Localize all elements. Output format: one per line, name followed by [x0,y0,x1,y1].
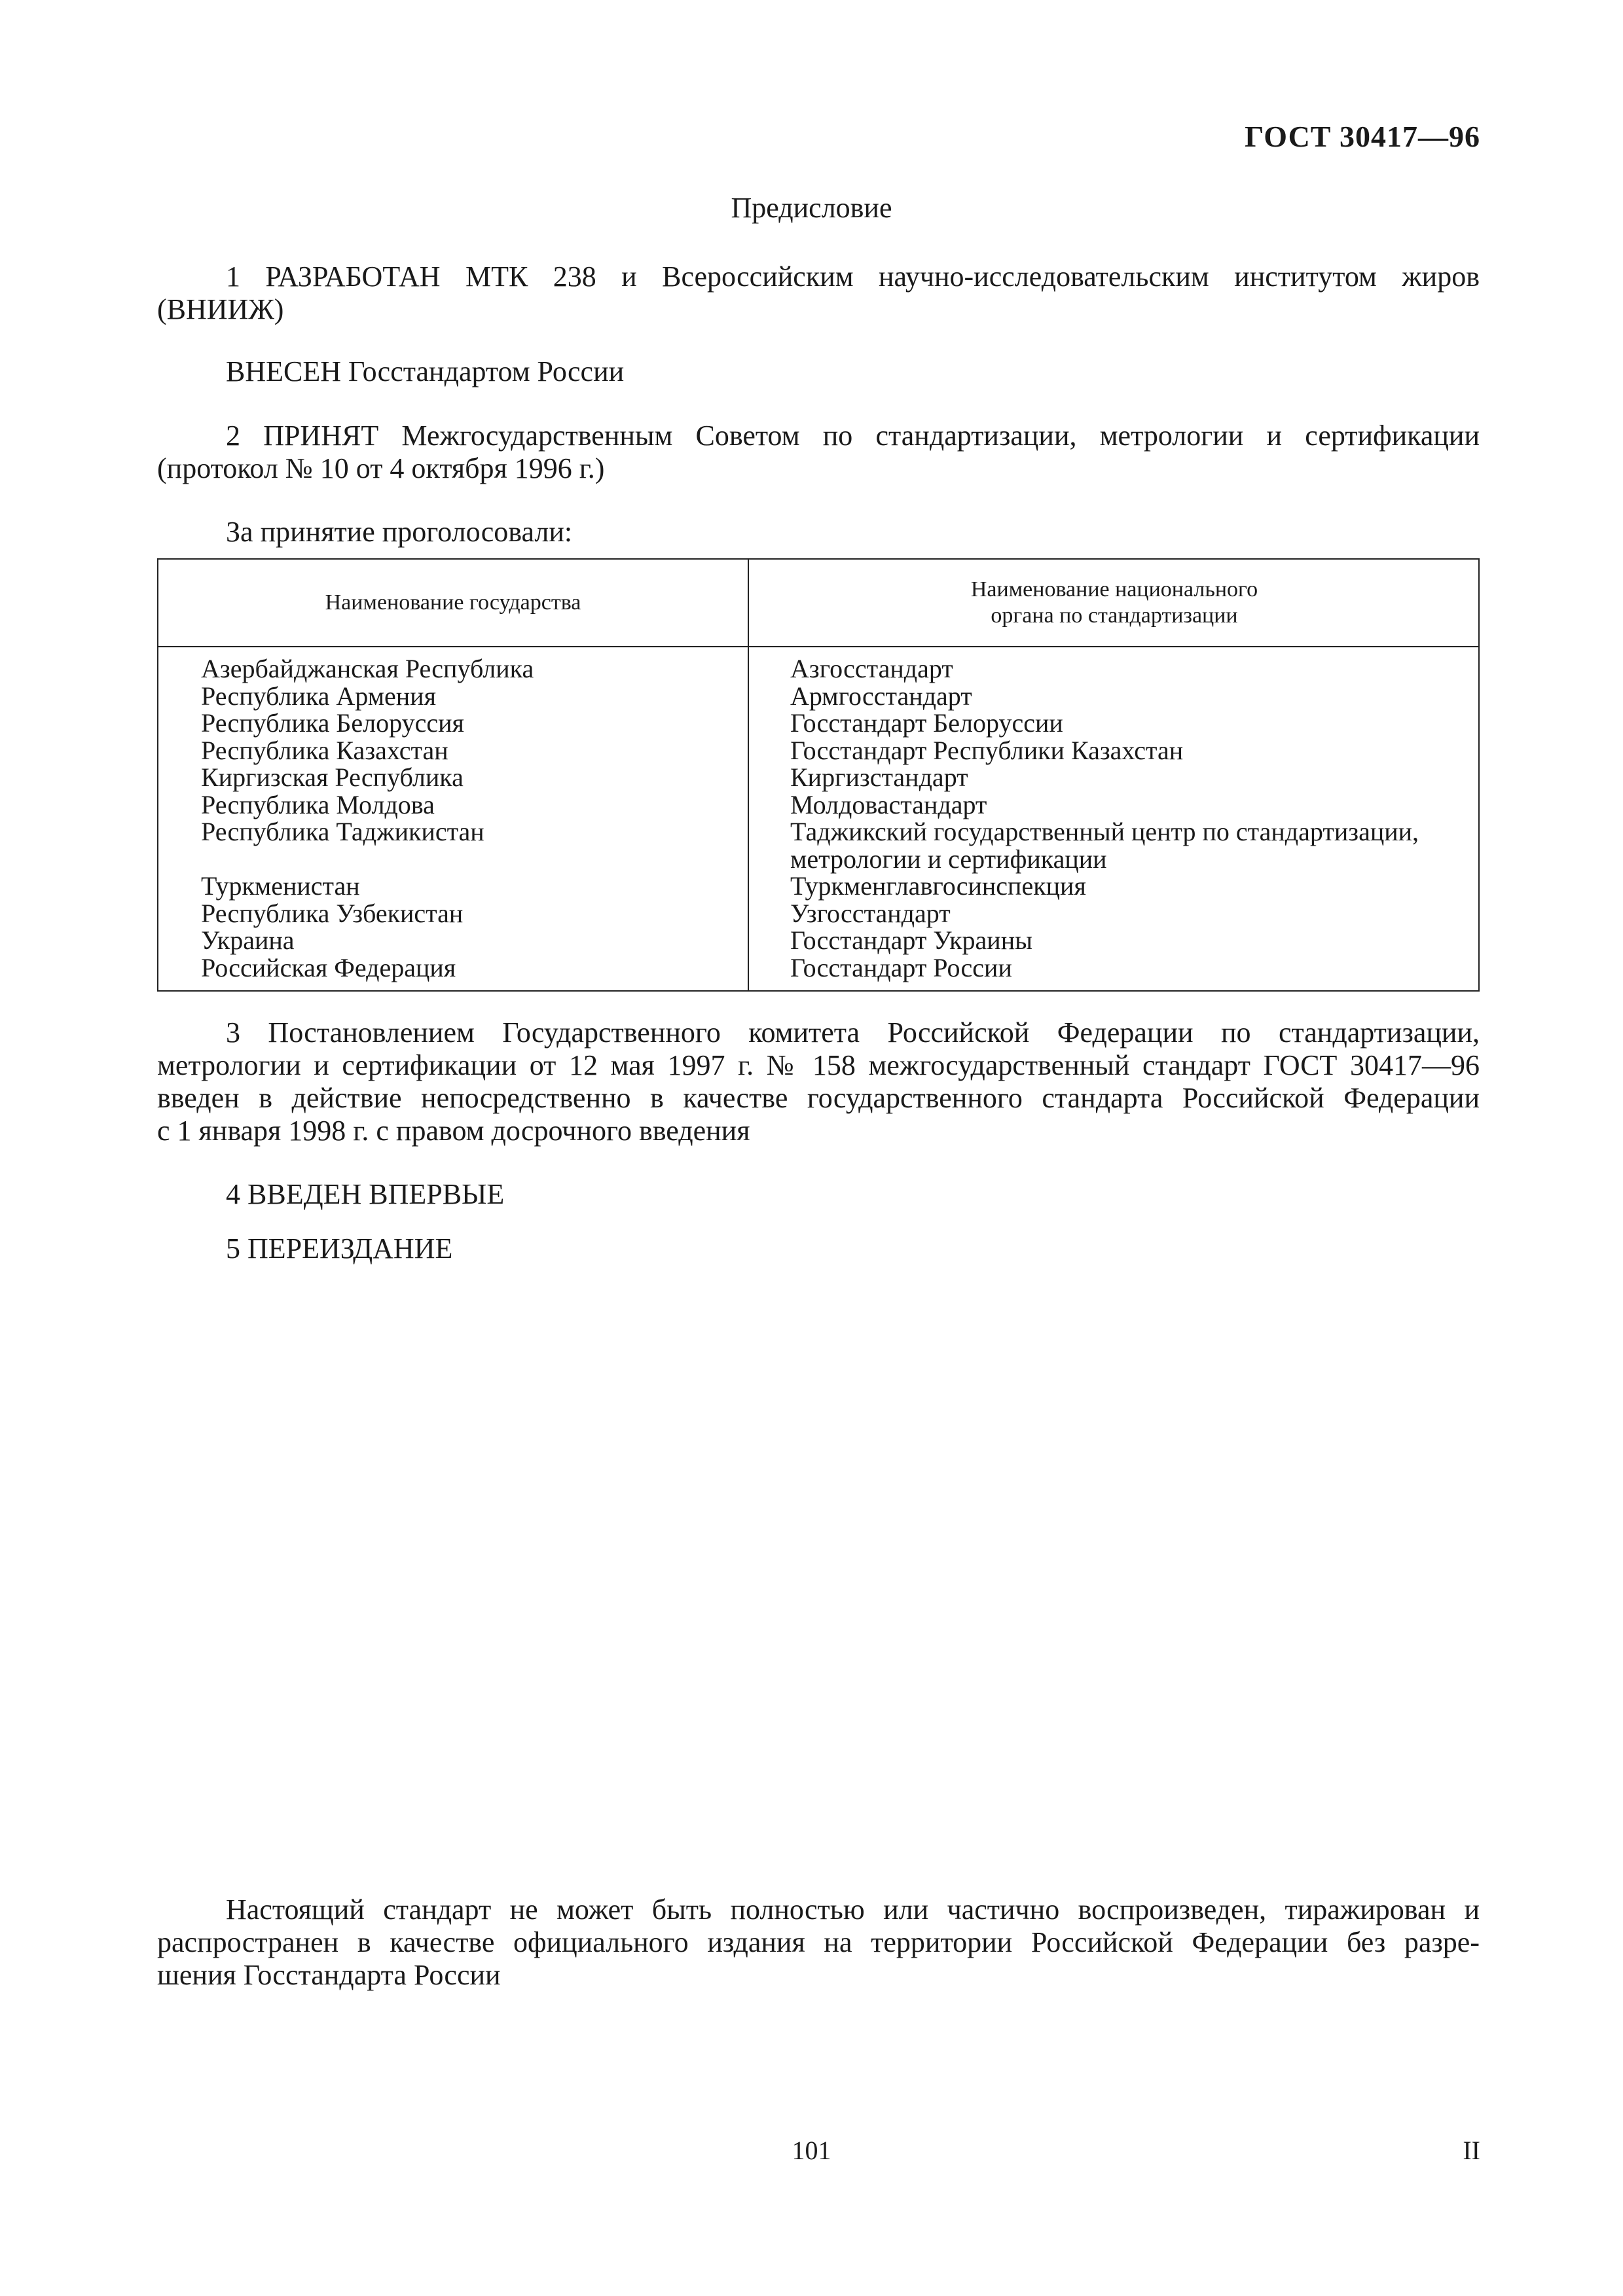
table-cell-body: Армгосстандарт [790,681,972,711]
footer-notice-line-1: Настоящий стандарт не может быть полностью или частично воспроизведен, тиражирован и [226,1893,1480,1926]
paragraph-3-line-2: метрологии и сертификации от 12 мая 1997 г. № 158 межгосударственный стандарт ГОСТ 30417—96 [157,1049,1480,1081]
table-cell-state: Республика Казахстан [201,735,448,765]
table-header-body-line-2: органа по стандартизации [991,603,1238,628]
paragraph-3-line-4: с 1 января 1998 г. с правом досрочного введения [157,1115,750,1147]
table-cell-body: Таджикский государственный центр по стандартизации, метрологии и сертификации [790,817,1419,874]
table-header-state [158,560,748,646]
table-cell-body: Молдовастандарт [790,789,987,819]
table-cell-body: Госстандарт Республики Казахстан [790,735,1184,765]
table-cell-body: Киргизстандарт [790,762,968,792]
section-title: Предисловие [731,192,892,224]
paragraph-1-line-2: (ВНИИЖ) [157,293,284,325]
vote-intro: За принятие проголосовали: [226,516,573,548]
table-cell-state: Украина [201,925,295,955]
paragraph-1-line-1: 1 РАЗРАБОТАН МТК 238 и Всероссийским научно-исследовательским институтом жиров [226,260,1480,293]
voting-table [157,558,1480,992]
table-cell-body: Узгосстандарт [790,898,951,928]
paragraph-4: 4 ВВЕДЕН ВПЕРВЫЕ [226,1178,505,1210]
table-cell-state: Российская Федерация [201,952,456,982]
footer-notice-line-2: распространен в качестве официального издания на территории Российской Федерации без разре- [157,1926,1480,1958]
table-column-states [201,655,738,981]
section-number: II [1463,2136,1480,2165]
paragraph-2 [157,420,1480,485]
paragraph-2-line-2: (протокол № 10 от 4 октября 1996 г.) [157,452,605,484]
table-cell-body: Госстандарт Белоруссии [790,708,1063,738]
table-cell-body: Госстандарт России [790,952,1012,982]
footer-notice-line-3: шения Госстандарта России [157,1959,501,1991]
table-header-state-label: Наименование государства [325,590,581,615]
paragraph-3 [157,1016,1480,1147]
paragraph-3-line-3: введен в действие непосредственно в качестве государственного стандарта Российской Федерации [157,1082,1480,1114]
paragraph-5: 5 ПЕРЕИЗДАНИЕ [226,1232,453,1265]
paragraph-3-line-1: 3 Постановлением Государственного комитета Российской Федерации по стандартизации, [226,1016,1480,1049]
table-header-body [748,560,1481,646]
footer-notice [157,1893,1480,1992]
table-cell-state: Республика Таджикистан [201,817,484,846]
paragraph-1b: ВНЕСЕН Госстандартом России [226,355,625,387]
paragraph-1 [157,260,1480,326]
table-cell-state: Республика Узбекистан [201,898,464,928]
table-cell-state: Республика Молдова [201,789,435,819]
table-column-bodies [790,655,1474,981]
document-code: ГОСТ 30417—96 [1245,120,1480,153]
table-cell-body: Азгосстандарт [790,654,953,683]
page-number: 101 [792,2136,831,2165]
table-cell-state: Республика Армения [201,681,436,711]
table-cell-body: Туркменглавгосинспекция [790,871,1086,901]
table-cell-state: Азербайджанская Республика [201,654,534,683]
paragraph-2-line-1: 2 ПРИНЯТ Межгосударственным Советом по стандартизации, метрологии и сертификации [226,420,1480,452]
table-cell-state: Республика Белоруссия [201,708,464,738]
table-header-body-line-1: Наименование национального [970,577,1258,601]
table-cell-state: Киргизская Республика [201,762,464,792]
table-cell-state: Туркменистан [201,871,360,901]
table-cell-body: Госстандарт Украины [790,925,1032,955]
